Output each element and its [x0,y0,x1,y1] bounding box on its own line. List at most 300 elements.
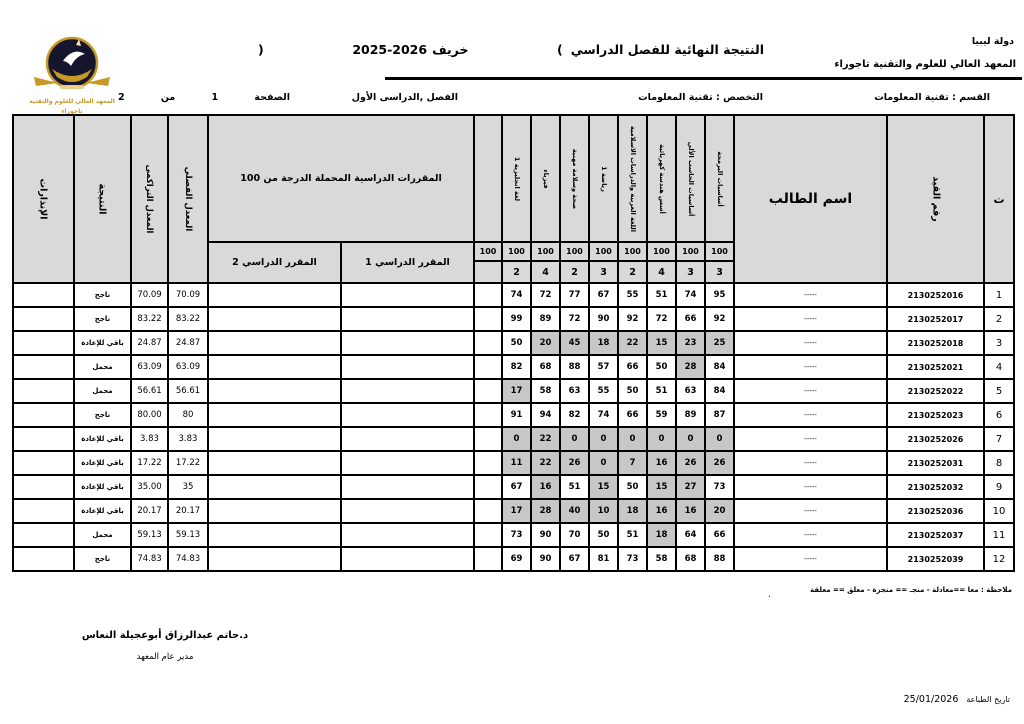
result-cell: باقي للإعادة [74,331,131,355]
result-cell: باقي للإعادة [74,475,131,499]
grade-cell: 77 [560,283,589,307]
warnings-cell [13,331,74,355]
cumulative-gpa-cell: 17.22 [131,451,168,475]
grade-cell: 50 [618,379,647,403]
season-word: خريف [432,42,469,57]
subject-name: أساسيات الحاسب الألي [686,141,695,216]
seq-cell: 6 [984,403,1014,427]
grade-cell: 63 [676,379,705,403]
cumulative-gpa-cell: 56.61 [131,379,168,403]
emblem-icon [24,33,120,121]
warnings-cell [13,403,74,427]
print-date [904,694,1010,705]
department-label: القسم : تقنية المعلومات [874,92,990,103]
grade-cell: 67 [560,547,589,571]
col-header-subject-4 [618,115,647,242]
grade-cell: 84 [705,379,734,403]
grade-cell: 15 [647,331,676,355]
course1-cell [341,547,474,571]
grade-cell: 16 [647,451,676,475]
seq-cell: 12 [984,547,1014,571]
reg-no-cell: 2130252023 [887,403,984,427]
grade-cell: 88 [560,355,589,379]
reg-no-cell: 2130252018 [887,331,984,355]
semester-gpa-cell: 56.61 [168,379,208,403]
student-name-cell: ----- [734,355,887,379]
semester-season [352,42,468,57]
warnings-cell [13,379,74,403]
max-score-cell: 100 [705,242,734,261]
header-divider [385,77,1022,80]
result-header-text: النتيجة [96,183,108,215]
result-cell: باقي للإعادة [74,499,131,523]
grade-cell: 0 [589,451,618,475]
student-name-cell: ----- [734,307,887,331]
credit-hours-cell: 3 [589,261,618,283]
grade-cell: 87 [705,403,734,427]
grade-cell: 51 [647,379,676,403]
reg-no-cell: 2130252017 [887,307,984,331]
semester-gpa-cell: 59.13 [168,523,208,547]
grade-cell: 73 [705,475,734,499]
student-name-cell: ----- [734,379,887,403]
course2-cell [208,307,341,331]
grade-cell: 72 [560,307,589,331]
blank-cell [474,427,502,451]
result-cell: محمل [74,355,131,379]
course2-cell [208,451,341,475]
grade-cell: 94 [531,403,560,427]
grade-cell: 74 [589,403,618,427]
warnings-cell [13,475,74,499]
reg-no-cell: 2130252022 [887,379,984,403]
warnings-cell [13,523,74,547]
subject-name: أساسيات البرمجة [715,150,724,207]
blank-cell [474,523,502,547]
stray-mark: . [768,590,771,600]
result-cell: محمل [74,379,131,403]
credit-hours-cell: 3 [705,261,734,283]
grade-cell: 50 [589,523,618,547]
course2-header: المقرر الدراسي 2 [208,242,341,283]
grade-cell: 20 [531,331,560,355]
document-title-group [557,42,764,57]
course1-cell [341,403,474,427]
grade-cell: 69 [502,547,531,571]
blank-cell [474,547,502,571]
grade-cell: 82 [560,403,589,427]
grade-cell: 10 [589,499,618,523]
grade-cell: 51 [560,475,589,499]
grade-cell: 20 [705,499,734,523]
blank-cell [474,451,502,475]
col-header-subject-2 [676,115,705,242]
blank-cell [474,499,502,523]
semester-gpa-cell: 83.22 [168,307,208,331]
result-row [13,331,1014,355]
season-years: 2025-2026 [352,42,428,57]
reg-no-cell: 2130252037 [887,523,984,547]
cumulative-gpa-cell: 35.00 [131,475,168,499]
credit-hours-cell: 2 [560,261,589,283]
col-header-cumulative-gpa [131,115,168,283]
result-row [13,427,1014,451]
credit-hours-cell: 4 [531,261,560,283]
grade-cell: 67 [502,475,531,499]
signature-title: مدير عام المعهد [136,652,194,662]
institute-logo-icon [24,33,120,125]
grade-cell: 67 [589,283,618,307]
cumulative-gpa-cell: 74.83 [131,547,168,571]
course2-cell [208,475,341,499]
course1-cell [341,331,474,355]
cumulative-gpa-cell: 70.09 [131,283,168,307]
grade-cell: 51 [647,283,676,307]
col-header-subject-6 [560,115,589,242]
col-header-subject-3 [647,115,676,242]
grade-cell: 50 [647,355,676,379]
reg-no-cell: 2130252036 [887,499,984,523]
grade-cell: 92 [705,307,734,331]
subject-name: صحة وسلامة مهنية [570,148,579,209]
student-name-cell: ----- [734,523,887,547]
semester-gpa-cell: 63.09 [168,355,208,379]
grade-cell: 89 [676,403,705,427]
grade-cell: 0 [647,427,676,451]
semester-label: الفصل ,الدراسى الأول [351,92,458,103]
col-header-student-name: اسم الطالب [734,115,887,283]
grade-cell: 0 [502,427,531,451]
student-name-cell: ----- [734,403,887,427]
result-row [13,499,1014,523]
result-row [13,283,1014,307]
result-row [13,355,1014,379]
warnings-cell [13,307,74,331]
reg-no-cell: 2130252021 [887,355,984,379]
grade-cell: 59 [647,403,676,427]
course1-cell [341,355,474,379]
grade-cell: 50 [502,331,531,355]
result-row [13,523,1014,547]
blank-cell [474,307,502,331]
reg-no-cell: 2130252016 [887,283,984,307]
max-score-cell: 100 [676,242,705,261]
grade-cell: 81 [589,547,618,571]
grade-cell: 55 [589,379,618,403]
cumulative-gpa-cell: 80.00 [131,403,168,427]
grade-cell: 45 [560,331,589,355]
course1-cell [341,379,474,403]
student-name-cell: ----- [734,451,887,475]
subject-name: لغة انجليزية 1 [512,156,521,201]
seq-cell: 10 [984,499,1014,523]
cumulative-gpa-cell: 24.87 [131,331,168,355]
grade-cell: 57 [589,355,618,379]
loaded-courses-header: المقررات الدراسية المحملة الدرجة من 100 [208,115,474,242]
col-header-result [74,115,131,283]
student-name-cell: ----- [734,475,887,499]
result-row [13,379,1014,403]
student-name-cell: ----- [734,547,887,571]
grade-cell: 64 [676,523,705,547]
col-header-reg-no [887,115,984,283]
grade-cell: 84 [705,355,734,379]
grade-cell: 17 [502,379,531,403]
blank-credit-cell [474,261,502,283]
course1-cell [341,307,474,331]
semester-gpa-cell: 20.17 [168,499,208,523]
max-score-cell: 100 [647,242,676,261]
reg-no-cell: 2130252032 [887,475,984,499]
signature-name: د.حاتم عبدالرزاق أبوعجيلة النعاس [81,630,249,641]
blank-cell [474,331,502,355]
max-score-cell: 100 [531,242,560,261]
reg-no-cell: 2130252026 [887,427,984,451]
student-name-cell: ----- [734,427,887,451]
grade-cell: 73 [502,523,531,547]
grade-cell: 55 [618,283,647,307]
warnings-header-text: الإنذارات [37,178,49,220]
col-header-seq: ت [984,115,1014,283]
grade-cell: 74 [502,283,531,307]
seq-cell: 5 [984,379,1014,403]
grade-cell: 88 [705,547,734,571]
semester-gpa-cell: 35 [168,475,208,499]
course1-cell [341,475,474,499]
grade-cell: 89 [531,307,560,331]
credit-hours-cell: 2 [502,261,531,283]
grade-cell: 90 [531,523,560,547]
credit-hours-cell: 2 [618,261,647,283]
grade-cell: 26 [705,451,734,475]
grade-cell: 22 [531,451,560,475]
cumulative-gpa-cell: 63.09 [131,355,168,379]
reg-no-header-text: رقم القيد [930,176,941,222]
grade-cell: 90 [531,547,560,571]
cumulative-gpa-cell: 83.22 [131,307,168,331]
grade-cell: 0 [676,427,705,451]
page-word: الصفحة [254,92,290,103]
stray-mark: . [990,564,993,574]
student-name-cell: ----- [734,499,887,523]
grade-cell: 0 [618,427,647,451]
specialization-label: التخصص : تقنية المعلومات [638,92,763,103]
col-header-subject-5 [589,115,618,242]
seq-cell: 8 [984,451,1014,475]
semester-gpa-cell: 17.22 [168,451,208,475]
col-header-subject-1 [705,115,734,242]
seq-cell: 3 [984,331,1014,355]
page-indicator [118,92,290,103]
grade-cell: 58 [647,547,676,571]
grade-cell: 0 [589,427,618,451]
grade-cell: 26 [676,451,705,475]
max-score-cell: 100 [589,242,618,261]
result-cell: محمل [74,523,131,547]
reg-no-cell: 2130252039 [887,547,984,571]
grade-cell: 66 [676,307,705,331]
grade-cell: 99 [502,307,531,331]
grade-cell: 63 [560,379,589,403]
cumulative-gpa-cell: 20.17 [131,499,168,523]
document-title-row [258,42,764,57]
result-row [13,307,1014,331]
grade-cell: 28 [676,355,705,379]
subject-name: أسس هندسة كهربائية [657,143,666,214]
course2-cell [208,283,341,307]
course2-cell [208,499,341,523]
course2-cell [208,547,341,571]
semester-gpa-cell: 24.87 [168,331,208,355]
grade-cell: 73 [618,547,647,571]
blank-cell [474,475,502,499]
subject-name: اللغة العربية والدراسات الاسلامية [628,125,637,232]
open-paren: ( [557,42,563,57]
grade-cell: 50 [618,475,647,499]
result-cell: باقي للإعادة [74,427,131,451]
course2-cell [208,427,341,451]
grade-cell: 7 [618,451,647,475]
semester-gpa-cell: 70.09 [168,283,208,307]
result-cell: ناجح [74,547,131,571]
results-tbody [13,283,1014,571]
seq-cell: 1 [984,283,1014,307]
grade-cell: 95 [705,283,734,307]
course2-cell [208,403,341,427]
result-cell: باقي للإعادة [74,451,131,475]
total-pages: 2 [118,92,125,103]
institute-name: المعهد العالي للعلوم والتقنية تاجوراء [834,59,1016,70]
grade-cell: 40 [560,499,589,523]
seq-cell: 7 [984,427,1014,451]
credit-hours-cell: 3 [676,261,705,283]
warnings-cell [13,355,74,379]
grade-cell: 28 [531,499,560,523]
grade-cell: 15 [589,475,618,499]
grade-cell: 66 [705,523,734,547]
grade-cell: 18 [618,499,647,523]
grade-cell: 16 [531,475,560,499]
close-paren: ) [258,42,264,57]
grade-cell: 17 [502,499,531,523]
result-row [13,403,1014,427]
warnings-cell [13,451,74,475]
student-name-cell: ----- [734,283,887,307]
course1-cell [341,427,474,451]
subject-name: فيزياء [541,168,550,189]
grade-cell: 72 [531,283,560,307]
warnings-cell [13,547,74,571]
semester-gpa-cell: 3.83 [168,427,208,451]
col-header-subject-7 [531,115,560,242]
grade-cell: 11 [502,451,531,475]
blank-cell [474,283,502,307]
course1-cell [341,523,474,547]
semester-gpa-cell: 74.83 [168,547,208,571]
course2-cell [208,331,341,355]
grade-cell: 66 [618,355,647,379]
max-score-cell: 100 [560,242,589,261]
country-label: دولة ليبيا [971,36,1014,47]
semester-gpa-cell: 80 [168,403,208,427]
grade-cell: 72 [647,307,676,331]
course2-cell [208,379,341,403]
subject-name: رياضة 1 [599,165,608,192]
result-cell: ناجح [74,403,131,427]
grade-cell: 66 [618,403,647,427]
grade-cell: 0 [705,427,734,451]
cumulative-gpa-header-text: المعدل التراكمى [144,164,155,234]
grade-cell: 25 [705,331,734,355]
grade-cell: 26 [560,451,589,475]
print-date-value: 25/01/2026 [903,694,959,705]
warnings-cell [13,283,74,307]
grade-cell: 90 [589,307,618,331]
grade-cell: 68 [676,547,705,571]
reg-no-cell: 2130252031 [887,451,984,475]
grade-cell: 23 [676,331,705,355]
grade-cell: 68 [531,355,560,379]
course1-header: المقرر الدراسي 1 [341,242,474,283]
blank-subject-header [474,115,502,242]
course1-cell [341,283,474,307]
seq-cell: 11 [984,523,1014,547]
grade-cell: 0 [560,427,589,451]
warnings-cell [13,427,74,451]
seq-cell: 4 [984,355,1014,379]
student-name-cell: ----- [734,331,887,355]
grade-cell: 18 [647,523,676,547]
document-title: النتيجة النهائية للفصل الدراسي [570,42,764,57]
print-date-label: تاريخ الطباعة [966,695,1010,704]
col-header-subject-8 [502,115,531,242]
course1-cell [341,451,474,475]
course2-cell [208,355,341,379]
col-header-warnings [13,115,74,283]
grade-cell: 91 [502,403,531,427]
of-word: من [160,92,176,103]
warnings-cell [13,499,74,523]
seq-cell: 9 [984,475,1014,499]
grade-cell: 18 [589,331,618,355]
grade-cell: 16 [647,499,676,523]
grade-cell: 74 [676,283,705,307]
grade-cell: 51 [618,523,647,547]
page-number: 1 [211,92,219,103]
grade-cell: 22 [531,427,560,451]
course2-cell [208,523,341,547]
result-cell: ناجح [74,307,131,331]
result-row [13,547,1014,571]
credit-hours-cell: 4 [647,261,676,283]
grade-cell: 15 [647,475,676,499]
grade-cell: 58 [531,379,560,403]
seq-cell: 2 [984,307,1014,331]
max-score-cell: 100 [474,242,502,261]
grade-cell: 22 [618,331,647,355]
result-row [13,451,1014,475]
results-table [12,114,1015,572]
grade-cell: 16 [676,499,705,523]
logo-caption-line2: تاجوراء [61,108,83,115]
grade-cell: 82 [502,355,531,379]
result-cell: ناجح [74,283,131,307]
grade-cell: 27 [676,475,705,499]
legend-note: ملاحظة : معا ==معادلة - منجـ == منجزة - معلق == معلقة [810,586,1012,594]
max-score-cell: 100 [618,242,647,261]
course1-cell [341,499,474,523]
logo-caption-line1: المعهد العالي للعلوم والتقنية [29,98,115,105]
